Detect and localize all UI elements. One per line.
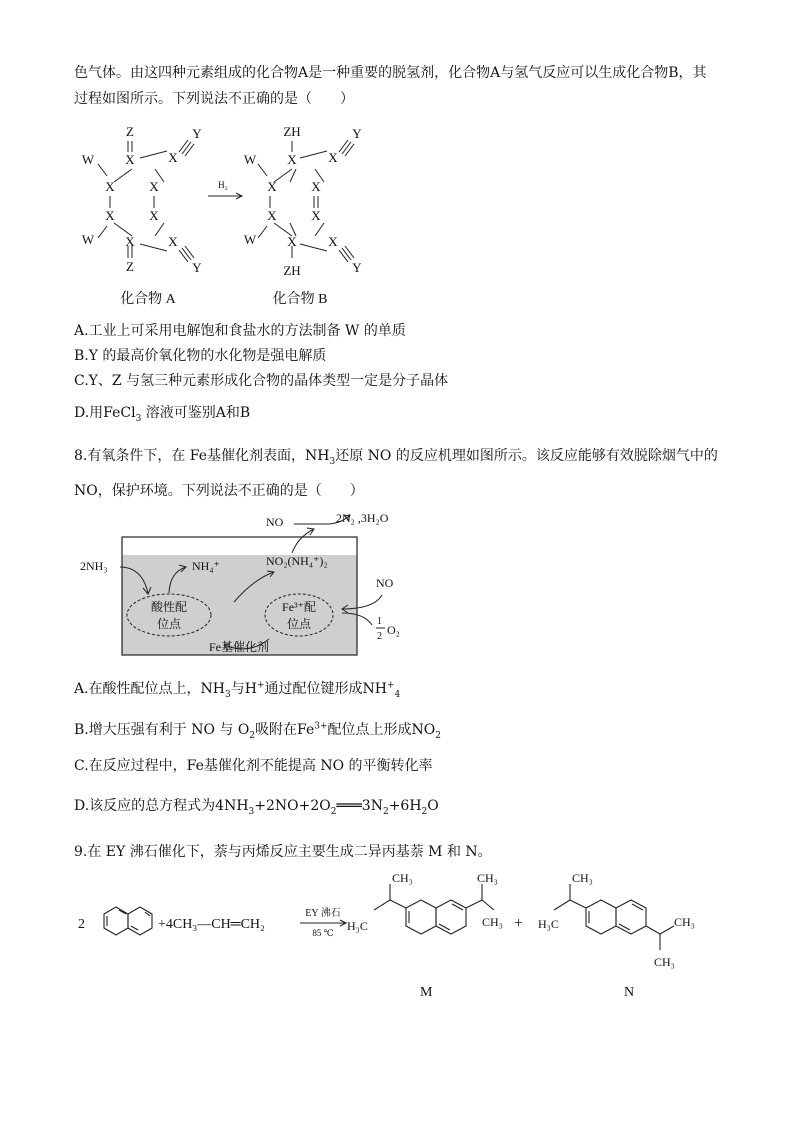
plus-sign: + bbox=[514, 915, 524, 932]
q8-option-c: C.在反应过程中，Fe基催化剂不能提高 NO 的平衡转化率 bbox=[74, 758, 433, 774]
label-compound-a: 化合物 A bbox=[120, 292, 176, 307]
q7-option-b: B.Y 的最高价氧化物的水化物是强电解质 bbox=[74, 348, 327, 364]
atom-x: X bbox=[311, 208, 321, 223]
atom-x: X bbox=[149, 179, 159, 194]
atom-w: W bbox=[81, 232, 95, 247]
atom-y: Y bbox=[352, 260, 362, 275]
figure-compound-ab bbox=[74, 118, 394, 313]
atom-x: X bbox=[125, 234, 135, 249]
ch3: CH₃ bbox=[392, 871, 413, 885]
ch3: CH₃ bbox=[572, 871, 593, 885]
q8-stem-line-1: 8.有氧条件下，在 Fe基催化剂表面，$NH_3$还原 NO 的反应机理如图所示。该反应能够有效脱除烟气中的 bbox=[74, 448, 718, 467]
label-no2-nh4: NO₂(NH₄⁺)₂ bbox=[266, 554, 328, 568]
fe-site-line-2: 位点 bbox=[286, 617, 312, 631]
acid-site-line-2: 位点 bbox=[156, 617, 182, 631]
q7-option-a: A.工业上可采用电解饱和食盐水的方法制备 W 的单质 bbox=[74, 323, 406, 339]
propene: +4CH₃—CH═CH₂ bbox=[158, 917, 265, 932]
label-nh4: NH₄⁺ bbox=[192, 559, 220, 573]
label-n: N bbox=[624, 985, 635, 1000]
atom-y: Y bbox=[352, 126, 362, 141]
atom-x: X bbox=[168, 150, 178, 165]
atom-w: W bbox=[81, 152, 95, 167]
atom-zh: ZH bbox=[283, 124, 301, 139]
atom-zh: ZH bbox=[283, 263, 301, 278]
atom-x: X bbox=[328, 150, 338, 165]
q8-option-d: D.该反应的总方程式为$4NH_3+2NO+2O_2═══3N_2+6H_2O$ bbox=[74, 798, 439, 817]
ch3: CH₃ bbox=[482, 915, 503, 929]
ch3: CH₃ bbox=[654, 955, 675, 969]
atom-x: X bbox=[287, 234, 297, 249]
atom-x: X bbox=[105, 208, 115, 223]
atom-x: X bbox=[168, 234, 178, 249]
label-compound-b: 化合物 B bbox=[272, 292, 328, 307]
atom-z: Z bbox=[126, 124, 134, 139]
atom-x: X bbox=[149, 208, 159, 223]
atom-z: Z bbox=[126, 259, 134, 274]
coef-2: 2 bbox=[78, 917, 85, 932]
atom-x: X bbox=[267, 179, 277, 194]
intro-line-1: 色气体。由这四种元素组成的化合物A是一种重要的脱氢剂，化合物A与氢气反应可以生成化合物B，其 bbox=[74, 65, 707, 81]
atom-w: W bbox=[243, 232, 257, 247]
arrow-label: H₂ bbox=[218, 180, 228, 190]
h3c: H₃C bbox=[347, 919, 368, 933]
atom-x: X bbox=[287, 152, 297, 167]
acid-site-line-1: 酸性配 bbox=[150, 600, 188, 614]
q9-stem: 9.在 EY 沸石催化下，萘与丙烯反应主要生成二异丙基萘 M 和 N。 bbox=[74, 844, 492, 860]
label-products: 2N₂ ,3H₂O bbox=[336, 511, 389, 525]
atom-w: W bbox=[243, 152, 257, 167]
atom-x: X bbox=[311, 179, 321, 194]
label-no-right: NO bbox=[376, 576, 394, 590]
fe-site-line-1: Fe³⁺配 bbox=[282, 600, 316, 614]
label-no-top: NO bbox=[266, 515, 284, 529]
catalyst-label: Fe基催化剂 bbox=[208, 640, 270, 654]
atom-x: X bbox=[328, 234, 338, 249]
figure-naphthalene-reaction bbox=[74, 868, 714, 1008]
ch3: CH₃ bbox=[674, 915, 695, 929]
q8-stem-line-2: NO，保护环境。下列说法不正确的是（ ） bbox=[74, 483, 364, 499]
label-o2: O₂ bbox=[387, 623, 400, 637]
atom-y: Y bbox=[192, 260, 202, 275]
q7-option-d: D.用FeCl$_3$ 溶液可鉴别A和B bbox=[74, 405, 251, 424]
q7-option-c: C.Y、Z 与氢三种元素形成化合物的晶体类型一定是分子晶体 bbox=[74, 373, 449, 389]
label-half-den: 2 bbox=[377, 631, 382, 642]
intro-line-2: 过程如图所示。下列说法不正确的是（ ） bbox=[74, 91, 354, 107]
atom-x: X bbox=[105, 179, 115, 194]
atom-y: Y bbox=[192, 126, 202, 141]
atom-x: X bbox=[267, 208, 277, 223]
label-2nh3: 2NH₃ bbox=[80, 559, 108, 573]
h3c: H₃C bbox=[538, 917, 559, 931]
ch3: CH₃ bbox=[477, 871, 498, 885]
condition-top: EY 沸石 bbox=[305, 908, 341, 919]
q8-option-a: A.在酸性配位点上，$NH_3$与H+通过配位键形成$NH^+_4$ bbox=[74, 680, 401, 700]
label-half-num: 1 bbox=[377, 616, 382, 627]
q8-option-b: B.增大压强有利于 NO 与 $O_2$吸附在$Fe^{3+}$配位点上形成$NO_2$ bbox=[74, 721, 442, 741]
label-m: M bbox=[420, 985, 433, 1000]
atom-x: X bbox=[125, 152, 135, 167]
condition-bottom: 85 ℃ bbox=[312, 928, 334, 938]
figure-fe-catalyst bbox=[74, 507, 414, 662]
